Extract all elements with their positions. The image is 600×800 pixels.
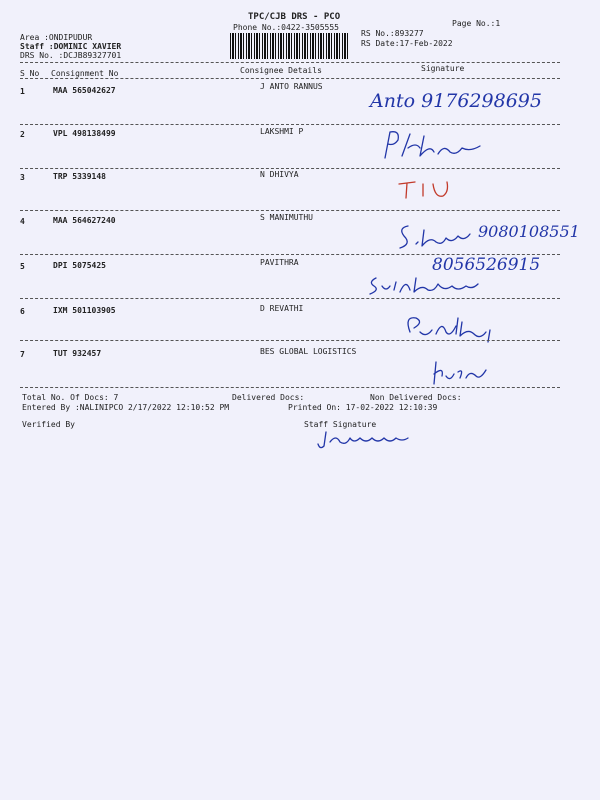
row-7-consignee: BES GLOBAL LOGISTICS — [260, 347, 357, 356]
drs-number: DRS No. :DCJB89327701 — [20, 51, 122, 60]
row-4-signature: 9080108551 — [478, 222, 580, 241]
row-divider — [20, 124, 560, 125]
rs-date: RS Date:17-Feb-2022 — [361, 39, 453, 48]
total-docs: Total No. Of Docs: 7 — [22, 393, 119, 402]
row-4-consignment: MAA 564627240 — [53, 216, 116, 225]
row-2-consignment: VPL 498138499 — [53, 129, 116, 138]
row-6-consignee: D REVATHI — [260, 304, 304, 313]
row-2-sno: 2 — [20, 130, 25, 139]
col-consignee: Consignee Details — [240, 66, 322, 75]
row-5-signature: 8056526915 — [432, 255, 541, 275]
row-3-consignment: TRP 5339148 — [53, 172, 106, 181]
non-delivered-docs: Non Delivered Docs: — [370, 393, 462, 402]
row-6-consignment: IXM 501103905 — [53, 306, 116, 315]
header-rule-bottom — [20, 78, 560, 79]
row-1-signature: Anto 9176298695 — [370, 90, 542, 112]
row-divider — [20, 340, 560, 341]
row-3-consignee: N DHIVYA — [260, 170, 299, 179]
row-7-consignment: TUT 932457 — [53, 349, 102, 358]
row-5-signature-scrawl — [366, 272, 496, 298]
row-6-signature — [400, 310, 510, 344]
row-4-consignee: S MANIMUTHU — [260, 213, 313, 222]
col-sno: S No — [20, 69, 40, 78]
table-bottom-rule — [20, 387, 560, 388]
row-3-sno: 3 — [20, 173, 25, 182]
row-7-signature — [430, 358, 500, 388]
row-6-sno: 6 — [20, 307, 25, 316]
col-signature: Signature — [421, 64, 465, 73]
row-1-consignee: J ANTO RANNUS — [260, 82, 323, 91]
row-4-sno: 4 — [20, 217, 25, 226]
delivered-docs: Delivered Docs: — [232, 393, 305, 402]
staff-signature — [316, 428, 416, 452]
row-1-sno: 1 — [20, 87, 25, 96]
row-7-sno: 7 — [20, 350, 25, 359]
col-consignment: Consignment No — [51, 69, 119, 78]
page-number: Page No.:1 — [452, 19, 501, 28]
header-rule-top — [20, 62, 560, 63]
staff-name: Staff :DOMINIC XAVIER — [20, 42, 122, 51]
barcode — [230, 33, 350, 59]
entered-by: Entered By :NALINIPCO 2/17/2022 12:10:52 PM — [22, 403, 230, 412]
row-1-consignment: MAA 565042627 — [53, 86, 116, 95]
phone-number: Phone No.:0422-3505555 — [233, 23, 339, 32]
row-2-consignee: LAKSHMI P — [260, 127, 304, 136]
verified-by: Verified By — [22, 420, 75, 429]
staff-signature-label: Staff Signature — [304, 420, 377, 429]
row-divider — [20, 168, 560, 169]
row-5-consignee: PAVITHRA — [260, 258, 299, 267]
row-divider — [20, 298, 560, 299]
printed-on: Printed On: 17-02-2022 12:10:39 — [288, 403, 438, 412]
row-3-signature — [395, 178, 465, 204]
rs-number: RS No.:893277 — [361, 29, 424, 38]
row-5-sno: 5 — [20, 262, 25, 271]
row-divider — [20, 210, 560, 211]
document-title: TPC/CJB DRS - PCO — [248, 12, 341, 22]
area: Area :ONDIPUDUR — [20, 33, 93, 42]
row-4-signature-scrawl — [396, 220, 476, 254]
row-5-consignment: DPI 5075425 — [53, 261, 106, 270]
row-2-signature — [380, 126, 490, 166]
